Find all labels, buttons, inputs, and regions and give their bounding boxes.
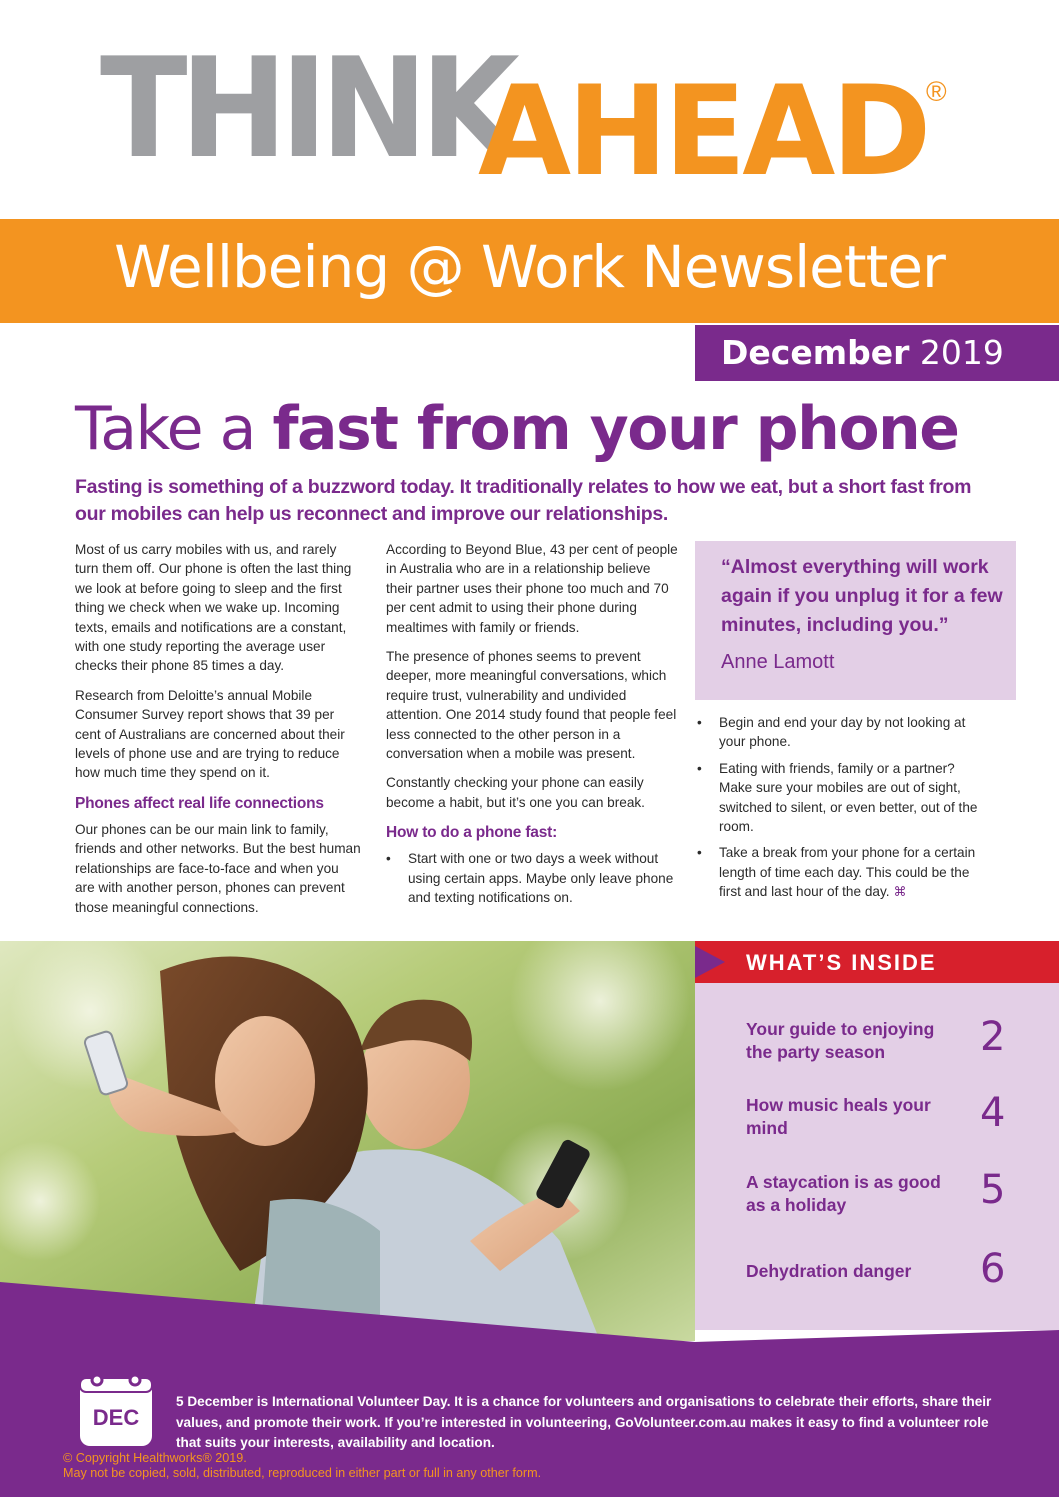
contents-item-label: Your guide to enjoying the party season — [746, 1019, 935, 1062]
volunteer-day-note: 5 December is International Volunteer Day. It is a chance for volunteers and organisations to celebrate their efforts, share their values, and promote their work. If you’re interested in volunteering, GoVolunteer.com.au makes it easy to find a volunteer role that suits your interests, availability and location. — [176, 1394, 992, 1450]
contents-item-label: Dehydration danger — [746, 1261, 912, 1281]
copyright-line-1: © Copyright Healthworks® 2019. — [63, 1451, 247, 1465]
contents-item-label: How music heals your mind — [746, 1095, 931, 1138]
newsletter-title: Wellbeing @ Work Newsletter — [114, 233, 945, 301]
article-column-3 — [697, 713, 987, 909]
column2-paragraph-3: Constantly checking your phone can easily become a habit, but it’s one you can break. — [386, 775, 645, 810]
headline-bold: fast from your phone — [272, 394, 959, 464]
issue-year: 2019 — [919, 333, 1004, 372]
article-headline — [75, 393, 958, 465]
column1-paragraph-2: Research from Deloitte’s annual Mobile Consumer Survey report shows that 39 per cent of Australians are concerned about their levels of phone use and are trying to reduce how much time they spend on it. — [75, 687, 345, 781]
registered-mark: ® — [926, 76, 947, 107]
logo-ahead-text: AHEAD — [478, 60, 928, 204]
contents-item-page: 4 — [980, 1090, 1006, 1136]
end-of-article-icon: ⌘ — [893, 884, 907, 900]
column1-paragraph-1: Most of us carry mobiles with us, and rarely turn them off. Our phone is often the last thing we look at before going to sleep and the first thing we check when we wake up. Incoming texts, emails and notifications are a constant, with one study reporting the average user checks their phone 85 times a day. — [75, 542, 352, 674]
column1-paragraph-3: Our phones can be our main link to family, friends and other networks. But the best human relationships are face-to-face and when you are with another person, phones can prevent those meaningful connections. — [75, 821, 361, 915]
article-column-1 — [75, 540, 361, 927]
pull-quote-author: Anne Lamott — [721, 651, 835, 673]
contents-item-page: 6 — [980, 1246, 1006, 1292]
tip-item: • Eating with friends, family or a partner? Make sure your mobiles are out of sight, switched to silent, or even better, out of the room. — [697, 759, 987, 837]
contents-item-page: 5 — [980, 1167, 1006, 1213]
contents-item[interactable] — [746, 1090, 1046, 1154]
headline-light: Take a — [75, 394, 255, 464]
tip-item-text: Take a break from your phone for a certain length of time each day. This could be the first and last hour of the day. — [719, 845, 976, 900]
copyright-line-2: May not be copied, sold, distributed, reproduced in either part or full in any other form. — [63, 1466, 542, 1480]
contents-item[interactable] — [746, 1167, 1046, 1231]
think-ahead-logo — [100, 28, 980, 204]
phone-fast-tips — [386, 849, 678, 907]
tip-item — [697, 843, 987, 901]
issue-date — [721, 333, 1004, 373]
copyright-notice — [63, 1451, 763, 1481]
column2-subheading: How to do a phone fast: — [386, 824, 558, 842]
column2-paragraph-1: According to Beyond Blue, 43 per cent of people in Australia who are in a relationship believe their partner uses their phone too much and 70 per cent admit to using their phone during mealtimes with family or friends. — [386, 542, 678, 635]
calendar-label: DEC — [92, 1405, 140, 1430]
logo-think-text: THINK — [100, 28, 513, 189]
contents-item[interactable] — [746, 1014, 1046, 1078]
contents-item-page: 2 — [980, 1014, 1006, 1060]
pull-quote-text: “Almost everything will work again if you unplug it for a few minutes, including you.” — [721, 556, 1003, 636]
issue-month: December — [721, 333, 910, 372]
phone-fast-tips-continued — [697, 713, 987, 902]
article-standfirst: Fasting is something of a buzzword today. It traditionally relates to how we eat, but a short fast from our mobiles can help us reconnect and improve our relationships. — [75, 476, 972, 525]
article-column-2 — [386, 540, 678, 915]
column2-paragraph-2: The presence of phones seems to prevent deeper, more meaningful conversations, which require trust, vulnerability and undivided attention. One 2014 study found that people feel less connected to the other person in a conversation when a mobile was present. — [386, 649, 677, 762]
tip-item: • Begin and end your day by not looking at your phone. — [697, 713, 987, 752]
whats-inside-title: WHAT’S INSIDE — [746, 950, 937, 975]
calendar-icon — [77, 1370, 156, 1448]
whats-inside-arrow-icon — [695, 946, 725, 978]
tip-item: • Start with one or two days a week without using certain apps. Maybe only leave phone and texting notifications on. — [386, 849, 678, 907]
contents-item-label: A staycation is as good as a holiday — [746, 1172, 941, 1215]
column1-subheading: Phones affect real life connections — [75, 794, 324, 812]
